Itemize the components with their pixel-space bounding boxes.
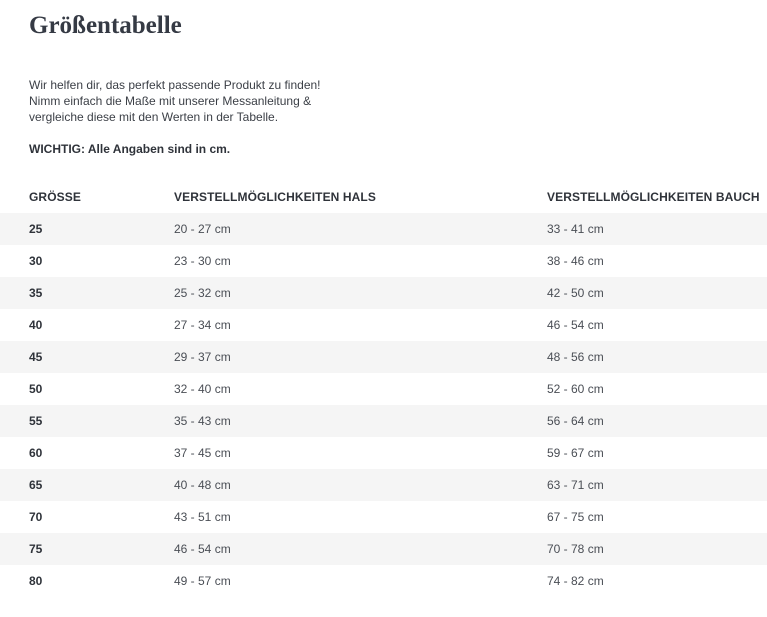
neck-range-cell: 49 - 57 cm xyxy=(174,574,231,588)
units-note: WICHTIG: Alle Angaben sind in cm. xyxy=(29,142,231,156)
neck-range-cell: 40 - 48 cm xyxy=(174,478,231,492)
belly-range-cell: 63 - 71 cm xyxy=(547,478,604,492)
table-body xyxy=(0,213,767,597)
size-cell: 45 xyxy=(29,350,43,364)
table-row xyxy=(0,469,767,501)
neck-range-cell: 46 - 54 cm xyxy=(174,542,231,556)
belly-range-cell: 67 - 75 cm xyxy=(547,510,604,524)
belly-range-cell: 56 - 64 cm xyxy=(547,414,604,428)
intro-line: Nimm einfach die Maße mit unserer Messanleitung & xyxy=(29,94,312,108)
neck-range-cell: 43 - 51 cm xyxy=(174,510,231,524)
table-row xyxy=(0,501,767,533)
size-cell: 70 xyxy=(29,510,43,524)
table-row xyxy=(0,437,767,469)
neck-range-cell: 35 - 43 cm xyxy=(174,414,231,428)
neck-range-cell: 27 - 34 cm xyxy=(174,318,231,332)
size-cell: 40 xyxy=(29,318,43,332)
size-cell: 50 xyxy=(29,382,43,396)
neck-range-cell: 25 - 32 cm xyxy=(174,286,231,300)
intro-text xyxy=(29,77,369,125)
page-title: Größentabelle xyxy=(29,12,182,39)
table-row xyxy=(0,277,767,309)
belly-range-cell: 33 - 41 cm xyxy=(547,222,604,236)
header-size: GRÖSSE xyxy=(29,190,81,204)
table-row xyxy=(0,213,767,245)
belly-range-cell: 38 - 46 cm xyxy=(547,254,604,268)
neck-range-cell: 32 - 40 cm xyxy=(174,382,231,396)
size-cell: 55 xyxy=(29,414,43,428)
table-row xyxy=(0,533,767,565)
belly-range-cell: 52 - 60 cm xyxy=(547,382,604,396)
size-cell: 60 xyxy=(29,446,43,460)
table-header-row xyxy=(0,181,767,213)
belly-range-cell: 46 - 54 cm xyxy=(547,318,604,332)
neck-range-cell: 23 - 30 cm xyxy=(174,254,231,268)
belly-range-cell: 74 - 82 cm xyxy=(547,574,604,588)
belly-range-cell: 42 - 50 cm xyxy=(547,286,604,300)
neck-range-cell: 37 - 45 cm xyxy=(174,446,231,460)
table-row xyxy=(0,405,767,437)
belly-range-cell: 70 - 78 cm xyxy=(547,542,604,556)
table-row xyxy=(0,245,767,277)
belly-range-cell: 59 - 67 cm xyxy=(547,446,604,460)
size-cell: 30 xyxy=(29,254,43,268)
size-cell: 75 xyxy=(29,542,43,556)
header-neck: VERSTELLMÖGLICHKEITEN HALS xyxy=(174,190,376,204)
intro-line: Wir helfen dir, das perfekt passende Produkt zu finden! xyxy=(29,78,321,92)
belly-range-cell: 48 - 56 cm xyxy=(547,350,604,364)
table-row xyxy=(0,565,767,597)
intro-line: vergleiche diese mit den Werten in der Tabelle. xyxy=(29,110,279,124)
table-row xyxy=(0,341,767,373)
size-cell: 35 xyxy=(29,286,43,300)
table-row xyxy=(0,373,767,405)
size-cell: 25 xyxy=(29,222,43,236)
size-cell: 65 xyxy=(29,478,43,492)
header-belly: VERSTELLMÖGLICHKEITEN BAUCH xyxy=(547,190,760,204)
neck-range-cell: 20 - 27 cm xyxy=(174,222,231,236)
table-row xyxy=(0,309,767,341)
size-table xyxy=(0,181,767,597)
neck-range-cell: 29 - 37 cm xyxy=(174,350,231,364)
size-cell: 80 xyxy=(29,574,43,588)
